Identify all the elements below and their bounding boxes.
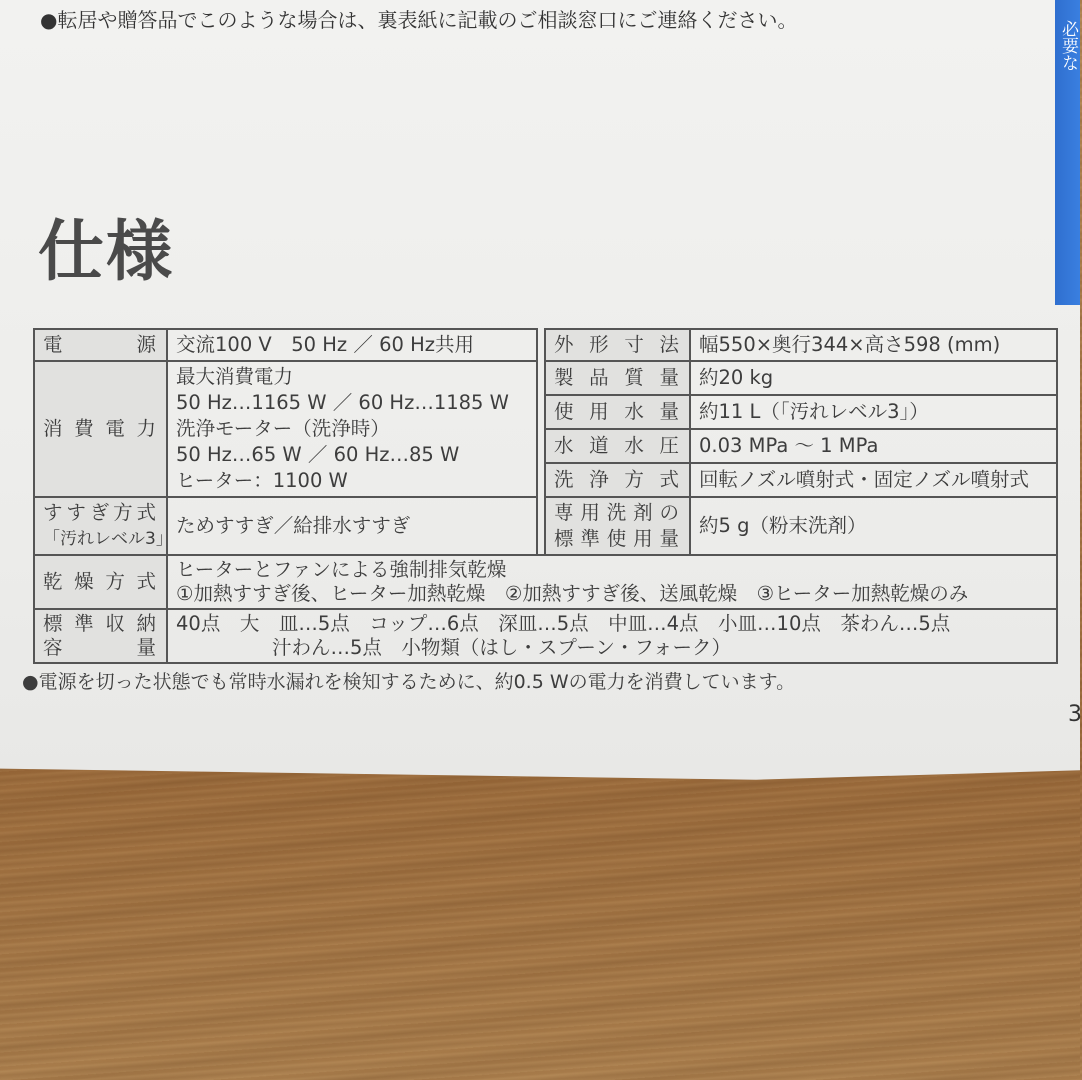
table-row [34,609,1057,663]
table-row [34,329,1057,361]
power-source-label-text: 電 源 [43,333,158,356]
drying-method-label: 乾 燥 方 式 [34,555,167,609]
drying-method-value: ヒーターとファンによる強制排気乾燥 ①加熱すすぎ後、ヒーター加熱乾燥 ②加熱すすぎ後、送風乾燥 ③ヒーター加熱乾燥のみ [167,555,1057,609]
water-pressure-label: 水 道 水 圧 [545,429,690,463]
water-pressure-value: 0.03 MPa ～ 1 MPa [690,429,1057,463]
top-note: ●転居や贈答品でこのような場合は、裏表紙に記載のご相談窓口にご連絡ください。 [40,8,798,32]
water-usage-value: 約11 L（「汚れレベル3」） [690,395,1057,429]
rinse-method-value: ためすすぎ／給排水すすぎ [167,497,537,555]
page-title: 仕様 [38,213,174,290]
page-number: 3 [1068,702,1082,727]
power-consumption-value: 最大消費電力 50 Hz…1165 W ／ 60 Hz…1185 W 洗浄モーター（洗浄時） 50 Hz…65 W ／ 60 Hz…85 W ヒーター：1100 W [167,361,537,497]
table-row [34,497,1057,555]
capacity-label: 標 準 収 納 容 量 [34,609,167,663]
detergent-value: 約5 g（粉末洗剤） [690,497,1057,555]
table-row [34,361,1057,395]
dimensions-value: 幅550×奥行344×高さ598 (mm) [690,329,1057,361]
table-row [34,555,1057,609]
bottom-note: ●電源を切った状態でも常時水漏れを検知するために、約0.5 Wの電力を消費しています。 [22,671,796,693]
wash-method-value: 回転ノズル噴射式・固定ノズル噴射式 [690,463,1057,497]
power-source-label [34,329,167,361]
mass-label: 製 品 質 量 [545,361,690,395]
water-usage-label: 使 用 水 量 [545,395,690,429]
rinse-method-label: す す ぎ 方 式 「汚れレベル3」 [34,497,167,555]
dimensions-label: 外 形 寸 法 [545,329,690,361]
detergent-label: 専 用 洗 剤 の 標 準 使 用 量 [545,497,690,555]
power-consumption-label: 消 費 電 力 [34,361,167,497]
wash-method-label: 洗 浄 方 式 [545,463,690,497]
mass-value: 約20 kg [690,361,1057,395]
power-source-value: 交流100 V 50 Hz ／ 60 Hz共用 [167,329,537,361]
side-tab-text: 必要な [1058,20,1078,71]
capacity-value: 40点 大 皿…5点 コップ…6点 深皿…5点 中皿…4点 小皿…10点 茶わん…5点 汁わん…5点 小物類（はし・スプーン・フォーク） [167,609,1057,663]
spec-table [33,328,1058,664]
